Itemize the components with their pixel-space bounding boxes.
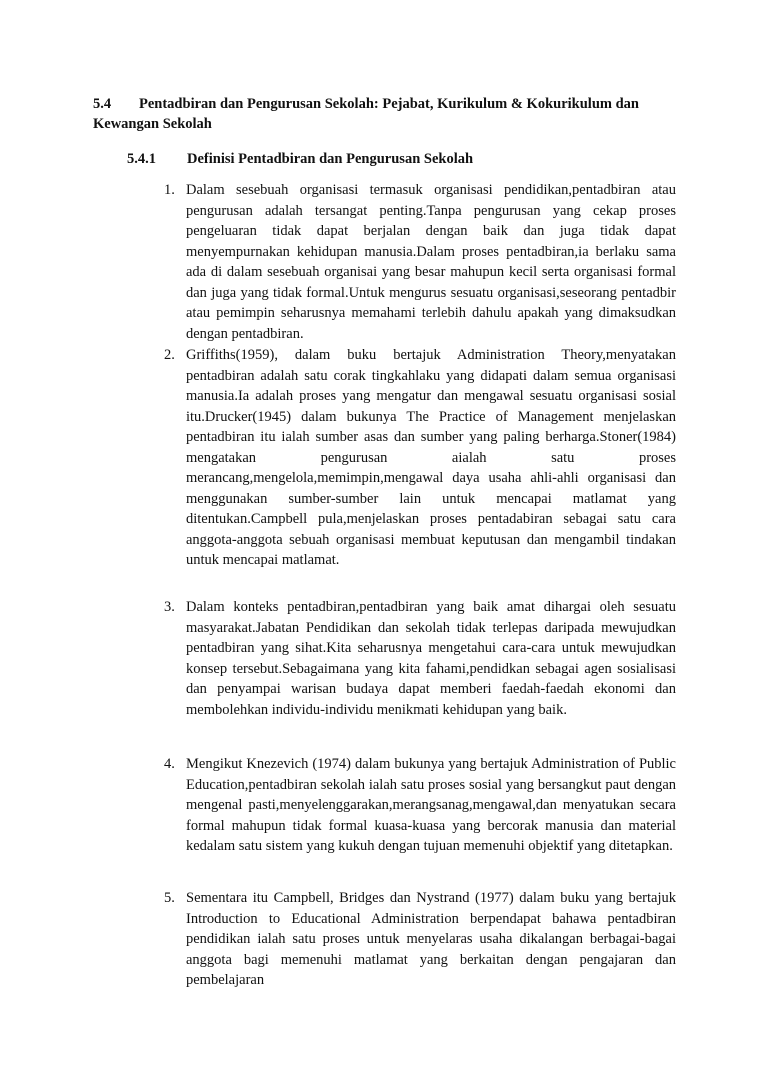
list-item-text: Sementara itu Campbell, Bridges dan Nystrand (1977) dalam buku yang bertajuk Introduction to Educational Administration berpendapat bahawa pentadbiran pendidikan ialah satu proses untuk menyelaras usaha dikalangan berbagai-bagai anggota bagi memenuhi matlamat yang berkaitan dengan pengajaran dan pembelajaran xyxy=(186,890,676,988)
list-item-number: 2. xyxy=(164,347,175,363)
section-title-text: Pentadbiran dan Pengurusan Sekolah: Pejabat, Kurikulum & Kokurikulum dan Kewangan Sekolah xyxy=(93,96,639,132)
list-item-number: 5. xyxy=(164,890,175,906)
subsection-heading xyxy=(127,149,473,169)
list-item-number: 3. xyxy=(164,599,175,615)
list-item xyxy=(164,345,676,571)
list-item-text: Griffiths(1959), dalam buku bertajuk Administration Theory,menyatakan pentadbiran adalah satu corak tingkahlaku yang didapati dalam semua organisasi manusia.Ia adalah proses yang mengatur dan mengawal sesuatu organisasi sosial itu.Drucker(1945) dalam bukunya The Practice of Management menjelaskan pentadbiran itu ialah sumber asas dan sumber yang paling berharga.Stoner(1984) mengatakan pengurusan aialah satu proses merancang,mengelola,memimpin,mengawal daya usaha ahli-ahli organisasi dan menggunakan sumber-sumber lain untuk mencapai matlamat yang ditentukan.Campbell pula,menjelaskan proses pentadabiran sebagai satu cara anggota-anggota sebuah organisasi membuat keputusan dan mengambil tindakan untuk mencapai matlamat. xyxy=(186,347,676,568)
section-number: 5.4 xyxy=(93,96,112,112)
subsection-title-text: Definisi Pentadbiran dan Pengurusan Sekolah xyxy=(187,151,474,167)
list-item-text: Dalam konteks pentadbiran,pentadbiran yang baik amat dihargai oleh sesuatu masyarakat.Jabatan Pendidikan dan sekolah tidak terlepas daripada mewujudkan pentadbiran yang sihat.Kita seharusnya mengetahui cara-cara untuk mewujudkan konsep tersebut.Sebagaimana yang kita fahami,pendidkan sebagai agen sosialisasi dan penyampai warisan budaya dapat memberi faedah-faedah ekonomi dan membolehkan individu-individu menikmati kehidupan yang baik. xyxy=(186,599,676,718)
list-item-number: 1. xyxy=(164,182,175,198)
list-item xyxy=(164,888,676,991)
section-heading xyxy=(93,94,683,134)
list-item xyxy=(164,180,676,344)
list-item-text: Dalam sesebuah organisasi termasuk organisasi pendidikan,pentadbiran atau pengurusan adalah tersangat penting.Tanpa pengurusan yang cekap proses pengeluaran tidak dapat berjalan dengan baik dan juga tidak dapat menyempurnakan kehidupan manusia.Dalam proses pentadbiran,ia berlaku sama ada di dalam sesebuah organisai yang besar mahupun kecil serta organisasi formal dan juga yang tidak formal.Untuk mengurus sesuatu organisasi,seseorang pentadbir atau pemimpin seharusnya memahami terlebih dahulu apakah yang dimaksudkan dengan pentadbiran. xyxy=(186,182,676,342)
list-item xyxy=(164,597,676,720)
list-item xyxy=(164,754,676,857)
list-item-number: 4. xyxy=(164,756,175,772)
subsection-number: 5.4.1 xyxy=(127,151,156,167)
list-item-text: Mengikut Knezevich (1974) dalam bukunya yang bertajuk Administration of Public Education,pentadbiran sekolah ialah satu proses sosial yang bersangkut paut dengan mengenal pasti,menyelenggarakan,merangsanag,mengawal,dan menyatukan secara formal mahupun tidak formal kuasa-kuasa yang bercorak manusia dan material kedalam satu sistem yang kukuh dengan tujuan memenuhi objektif yang ditetapkan. xyxy=(186,756,676,854)
